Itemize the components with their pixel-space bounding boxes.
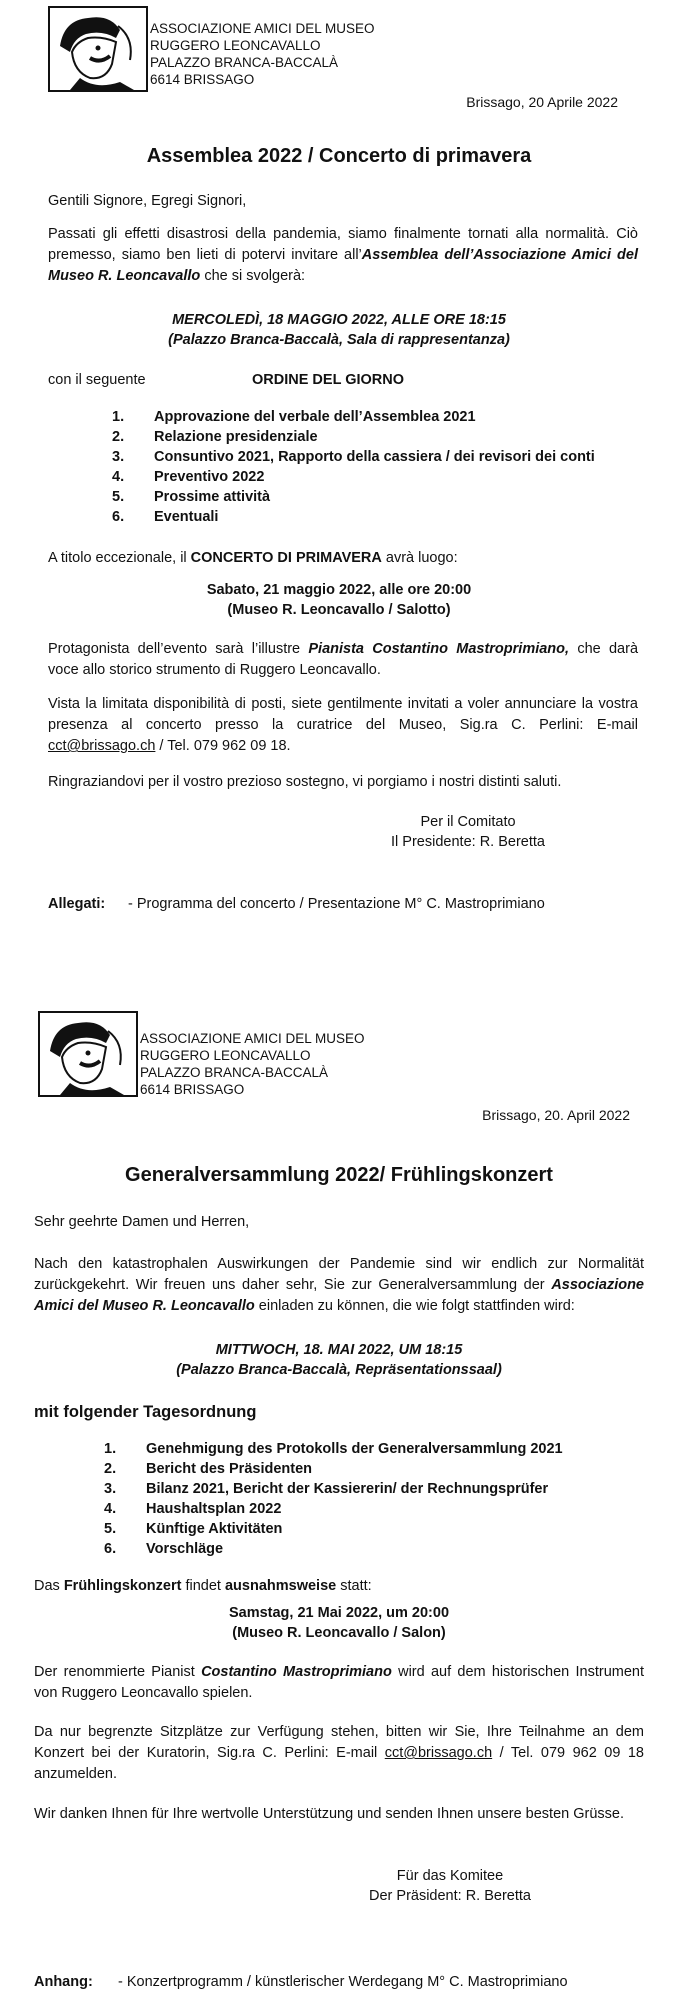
signature-president: Il Presidente: R. Beretta [391, 834, 545, 850]
email-link[interactable]: cct@brissago.ch [384, 1745, 493, 1762]
closing-thanks: Ringraziandovi per il vostro prezioso sostegno, vi porgiamo i nostri distinti saluti. [48, 774, 562, 790]
agenda-item: 3. Bilanz 2021, Bericht der Kassiererin/ der Rechnungsprüfer [104, 1481, 549, 1497]
leoncavallo-portrait-icon [40, 1013, 136, 1095]
agenda-item: 6. Vorschläge [104, 1541, 224, 1557]
agenda-item: 5. Künftige Aktivitäten [104, 1521, 283, 1537]
pianist-name: Pianista Costantino Mastroprimiano, [308, 641, 570, 657]
org-address [140, 1030, 365, 1098]
agenda-item: 2. Relazione presidenziale [112, 429, 318, 445]
meeting-location: (Palazzo Branca-Baccalà, Sala di rappresentanza) [168, 332, 510, 348]
org-city: 6614 BRISSAGO [140, 1082, 245, 1097]
agenda-item: 1. Approvazione del verbale dell’Assemblea 2021 [112, 409, 476, 425]
seats-paragraph: Vista la limitata disponibilità di posti, siete gentilmente invitati a voler annunciare la vostra presenza al concerto presso la curatrice del Museo, Sig.ra C. Perlini: E-mail cct@brissago.ch / Tel. 079 962 09 18. [48, 696, 638, 755]
signature-president: Der Präsident: R. Beretta [369, 1888, 531, 1904]
museum-logo [48, 6, 148, 92]
org-address [150, 20, 375, 88]
intro-paragraph: Nach den katastrophalen Auswirkungen der Pandemie sind wir endlich zur Normalität zurückgekehrt. Wir freuen uns daher sehr, Sie zur Generalversammlung der Associazione Amici del Museo R. Leoncavallo einladen zu können, die wie folgt stattfinden wird: [34, 1256, 644, 1315]
pianist-paragraph: Der renommierte Pianist Costantino Mastroprimiano wird auf dem historischen Instrument von Ruggero Leoncavallo spielen. [34, 1664, 644, 1702]
org-subname: RUGGERO LEONCAVALLO [150, 38, 321, 53]
letter-title: Generalversammlung 2022/ Frühlingskonzert [125, 1164, 553, 1186]
letter-title: Assemblea 2022 / Concerto di primavera [146, 145, 532, 167]
letter-date: Brissago, 20. April 2022 [482, 1107, 630, 1123]
concert-intro: Das Frühlingskonzert findet ausnahmsweise statt: [34, 1578, 372, 1594]
leoncavallo-portrait-icon [50, 8, 146, 90]
concert-name: Frühlingskonzert [63, 1578, 182, 1594]
attachments-label: Anhang: [34, 1974, 93, 1990]
org-name: ASSOCIAZIONE AMICI DEL MUSEO [150, 21, 375, 36]
association-name: Assemblea dell’Associazione Amici del Museo R. Leoncavallo [48, 247, 638, 285]
concert-location: (Museo R. Leoncavallo / Salon) [232, 1625, 446, 1641]
agenda-item: 6. Eventuali [112, 509, 219, 525]
closing-thanks: Wir danken Ihnen für Ihre wertvolle Unterstützung und senden Ihnen unsere besten Grüsse. [34, 1806, 625, 1822]
agenda-item: 4. Preventivo 2022 [112, 469, 265, 485]
intro-paragraph: Passati gli effetti disastrosi della pandemia, siamo finalmente tornati alla normalità. Ciò premesso, siamo ben lieti di potervi invitare all’Assemblea dell’Associazione Amici del Museo R. Leoncavallo che si svolgerà: [48, 226, 638, 285]
org-city: 6614 BRISSAGO [150, 72, 255, 87]
concert-exception: ausnahmsweise [224, 1578, 337, 1594]
attachments-label: Allegati: [48, 896, 106, 912]
concert-intro: A titolo eccezionale, il CONCERTO DI PRIMAVERA avrà luogo: [48, 550, 458, 566]
concert-datetime: Samstag, 21 Mai 2022, um 20:00 [228, 1605, 450, 1621]
agenda-list [104, 1439, 664, 1559]
agenda-prefix: con il seguente [48, 372, 146, 388]
agenda-heading: ORDINE DEL GIORNO [252, 372, 404, 388]
pianist-name: Costantino Mastroprimiano [201, 1664, 392, 1680]
agenda-item: 1. Genehmigung des Protokolls der Generalversammlung 2021 [104, 1441, 563, 1457]
agenda-item: 3. Consuntivo 2021, Rapporto della cassiera / dei revisori dei conti [112, 449, 595, 465]
salutation: Gentili Signore, Egregi Signori, [48, 193, 247, 209]
agenda-item: 5. Prossime attività [112, 489, 271, 505]
meeting-location: (Palazzo Branca-Baccalà, Repräsentationssaal) [176, 1362, 502, 1378]
agenda-heading: mit folgender Tagesordnung [34, 1403, 257, 1421]
agenda-list [112, 407, 652, 527]
agenda-item: 2. Bericht des Präsidenten [104, 1461, 312, 1477]
concert-location: (Museo R. Leoncavallo / Salotto) [227, 602, 451, 618]
org-building: PALAZZO BRANCA-BACCALÀ [150, 55, 339, 70]
org-subname: RUGGERO LEONCAVALLO [140, 1048, 311, 1063]
salutation: Sehr geehrte Damen und Herren, [34, 1214, 250, 1230]
seats-paragraph: Da nur begrenzte Sitzplätze zur Verfügung stehen, bitten wir Sie, Ihre Teilnahme an dem Konzert bei der Kuratorin, Sig.ra C. Perlini: E-mail cct@brissago.ch / Tel. 079 962 09 18 anzumelden. [34, 1724, 644, 1783]
meeting-datetime: MITTWOCH, 18. MAI 2022, UM 18:15 [215, 1342, 463, 1358]
museum-logo [38, 1011, 138, 1097]
signature-committee: Für das Komitee [396, 1868, 504, 1884]
org-name: ASSOCIAZIONE AMICI DEL MUSEO [140, 1031, 365, 1046]
attachments-text: - Programma del concerto / Presentazione M° C. Mastroprimiano [128, 896, 545, 912]
association-name: Associazione Amici del Museo R. Leoncavallo [34, 1277, 644, 1315]
letter-date: Brissago, 20 Aprile 2022 [466, 94, 618, 110]
email-link[interactable]: cct@brissago.ch [48, 738, 156, 755]
signature-committee: Per il Comitato [420, 814, 516, 830]
meeting-datetime: MERCOLEDÌ, 18 MAGGIO 2022, ALLE ORE 18:15 [172, 312, 506, 328]
concert-name: CONCERTO DI PRIMAVERA [190, 550, 382, 566]
attachments-text: - Konzertprogramm / künstlerischer Werdegang M° C. Mastroprimiano [118, 1974, 568, 1990]
pianist-paragraph: Protagonista dell’evento sarà l’illustre Pianista Costantino Mastroprimiano, che darà voce allo storico strumento di Ruggero Leoncavallo. [48, 641, 639, 679]
agenda-item: 4. Haushaltsplan 2022 [104, 1501, 282, 1517]
concert-datetime: Sabato, 21 maggio 2022, alle ore 20:00 [206, 582, 472, 598]
org-building: PALAZZO BRANCA-BACCALÀ [140, 1065, 329, 1080]
